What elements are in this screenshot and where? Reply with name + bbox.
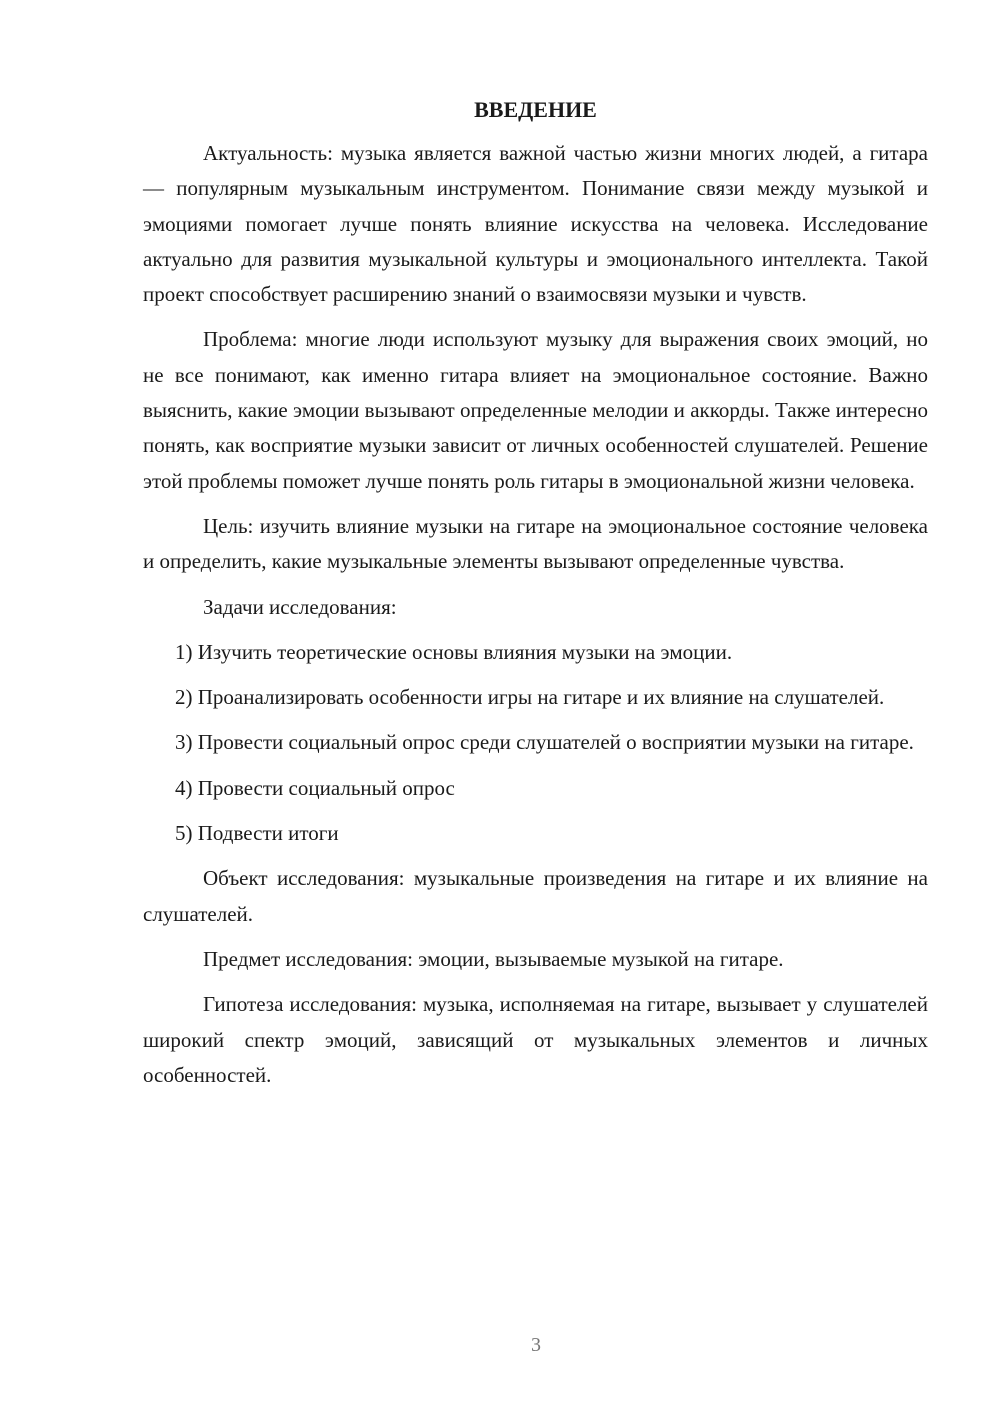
subject-paragraph: Предмет исследования: эмоции, вызываемые музыкой на гитаре. (203, 946, 784, 971)
goal-paragraph: Цель: изучить влияние музыки на гитаре на эмоциональное состояние человека и определить, какие музыкальные элементы вызывают определенные чувства. (143, 513, 928, 574)
problem-paragraph: Проблема: многие люди используют музыку для выражения своих эмоций, но не все понимают, как именно гитара влияет на эмоциональное состояние. Важно выяснить, какие эмоции вызывают определенные мелодии и аккорды. Также интересно понять, как восприятие музыки зависит от личных особенностей слушателей. Решение этой проблемы поможет лучше понять роль гитары в эмоциональной жизни человека. (143, 327, 928, 493)
list-item: 4) Провести социальный опрос (175, 775, 455, 800)
relevance-paragraph: Актуальность: музыка является важной частью жизни многих людей, а гитара — популярным музыкальным инструментом. Понимание связи между музыкой и эмоциями помогает лучше понять влияние искусства на человека. Исследование актуально для развития музыкальной культуры и эмоционального интеллекта. Такой проект способствует расширению знаний о взаимосвязи музыки и чувств. (143, 141, 928, 307)
tasks-list (143, 635, 928, 851)
list-item: 1) Изучить теоретические основы влияния музыки на эмоции. (175, 639, 733, 664)
tasks-heading: Задачи исследования: (203, 594, 397, 619)
object-paragraph: Объект исследования: музыкальные произведения на гитаре и их влияние на слушателей. (143, 866, 928, 926)
hypothesis-paragraph: Гипотеза исследования: музыка, исполняемая на гитаре, вызывает у слушателей широкий спектр эмоций, зависящий от музыкальных элементов и личных особенностей. (143, 992, 928, 1087)
page-title: ВВЕДЕНИЕ (474, 97, 597, 122)
list-item: 5) Подвести итоги (175, 821, 339, 846)
document-page (143, 96, 928, 1103)
list-item: 2) Проанализировать особенности игры на гитаре и их влияние на слушателей. (175, 685, 885, 710)
list-item: 3) Провести социальный опрос среди слушателей о восприятии музыки на гитаре. (175, 730, 914, 755)
page-number: 3 (531, 1334, 541, 1356)
